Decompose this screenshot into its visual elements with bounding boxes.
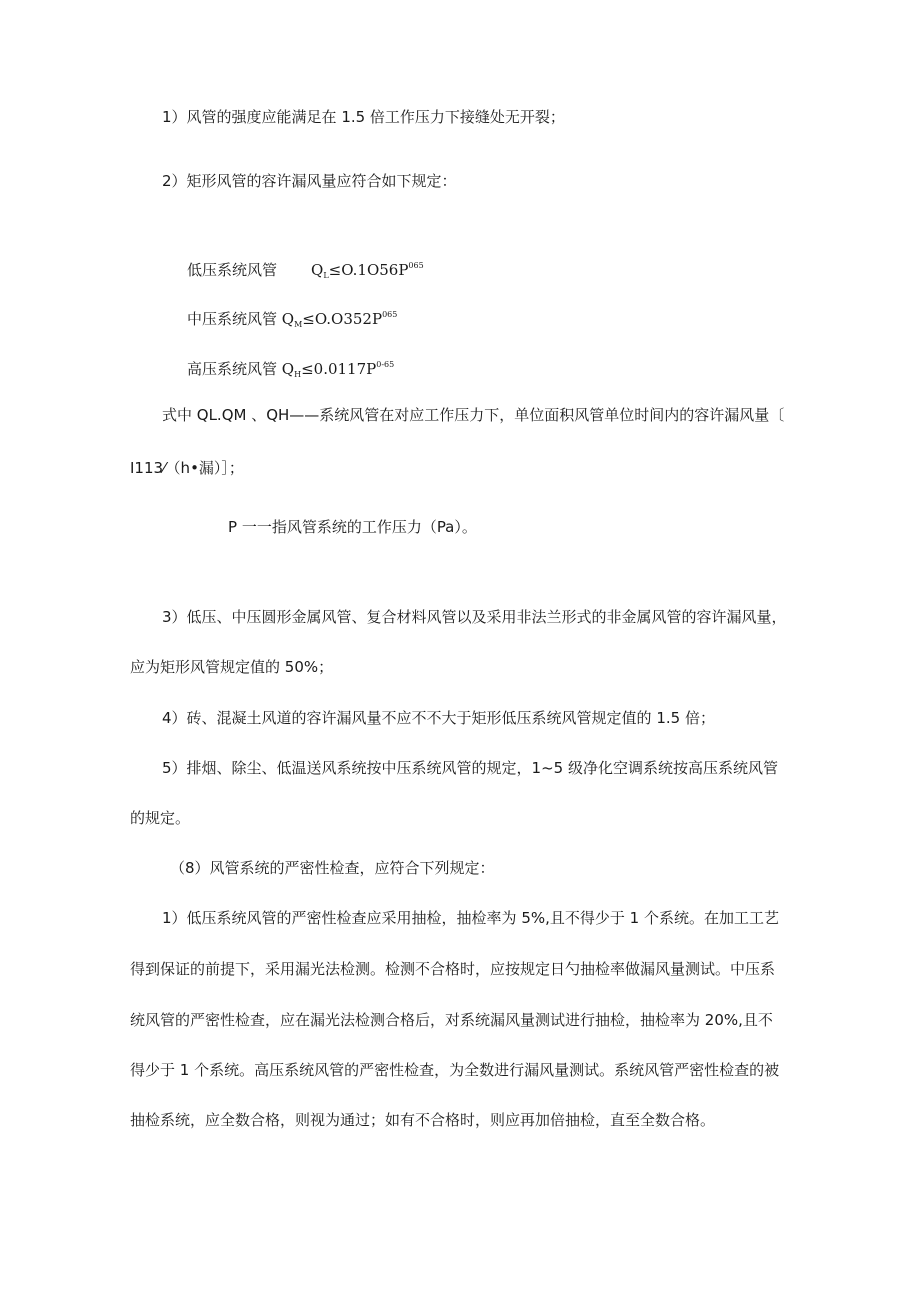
tightness-para-line-5: 抽检系统，应全数合格，则视为通过；如有不合格时，则应再加倍抽检，直至全数合格。 (130, 1111, 716, 1129)
item-4-brick-duct: 4）砖、混凝土风道的容许漏风量不应不不大于矩形低压系统风管规定值的 1.5 倍； (162, 709, 715, 727)
formula-mid-expression: ≤O.O352P (302, 310, 383, 328)
formula-high-exponent: 0-65 (376, 360, 395, 369)
item-5-line-2: 的规定。 (130, 809, 191, 827)
pressure-definition: P 一一指风管系统的工作压力（Pa）。 (228, 518, 477, 536)
tightness-para-line-4: 得少于 1 个系统。高压系统风管的严密性检查，为全数进行漏风量测试。系统风管严密性检查的被 (130, 1061, 780, 1079)
formula-mid-q: Q (281, 310, 295, 328)
formula-explanation-line-1: 式中 QL.QM 、QH——系统风管在对应工作压力下，单位面积风管单位时间内的容许漏风量〔 (162, 406, 785, 424)
tightness-para-line-2: 得到保证的前提下，采用漏光法检测。检测不合格时，应按规定日勺抽检率做漏风量测试。中压系 (130, 960, 776, 978)
formula-high-label: 高压系统风管 (187, 360, 282, 378)
formula-high-subscript: H (294, 370, 302, 379)
formula-mid-pressure (187, 305, 397, 335)
formula-low-q: Q (311, 261, 324, 279)
formula-mid-exponent: 065 (382, 310, 398, 319)
formula-high-pressure (187, 355, 394, 385)
item-2-leakage-intro: 2）矩形风管的容许漏风量应符合如下规定： (162, 172, 457, 190)
formula-low-pressure (187, 256, 424, 286)
item-1-strength: 1）风管的强度应能满足在 1.5 倍工作压力下接缝处无开裂； (162, 108, 565, 126)
formula-low-subscript: L (323, 271, 329, 280)
formula-low-label: 低压系统风管 (187, 261, 278, 279)
formula-mid-label: 中压系统风管 (187, 310, 282, 328)
formula-low-exponent: 065 (408, 261, 424, 270)
tightness-para-line-3: 统风管的严密性检查，应在漏光法检测合格后，对系统漏风量测试进行抽检，抽检率为 20%,且不 (130, 1011, 773, 1029)
item-3-line-2: 应为矩形风管规定值的 50%； (130, 658, 334, 676)
section-8-heading: （8）风管系统的严密性检查，应符合下列规定： (170, 859, 495, 877)
formula-mid-subscript: M (294, 320, 303, 329)
formula-explanation-line-2: I113⁄（h•漏）］； (130, 459, 244, 477)
item-5-line-1: 5）排烟、除尘、低温送风系统按中压系统风管的规定，1~5 级净化空调系统按高压系统风管 (162, 759, 778, 777)
formula-high-expression: ≤0.0117P (301, 360, 377, 378)
formula-low-expression: ≤O.1O56P (328, 261, 409, 279)
formula-high-q: Q (281, 360, 295, 378)
tightness-para-line-1: 1）低压系统风管的严密性检查应采用抽检，抽检率为 5%,且不得少于 1 个系统。在加工工艺 (162, 909, 779, 927)
item-3-line-1: 3）低压、中压圆形金属风管、复合材料风管以及采用非法兰形式的非金属风管的容许漏风量， (162, 608, 787, 626)
